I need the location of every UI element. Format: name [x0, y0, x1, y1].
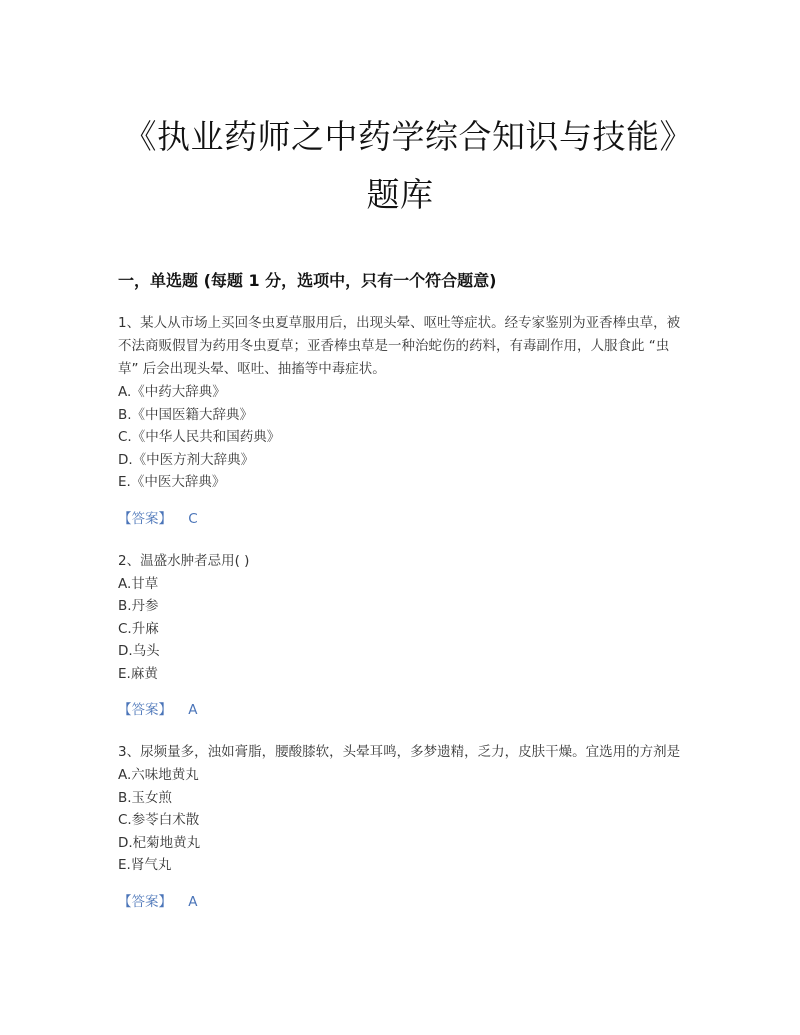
question-stem: 3、尿频量多，浊如膏脂，腰酸膝软，头晕耳鸣，多梦遗精，乏力，皮肤干燥。宜选用的方剂是 — [118, 744, 681, 760]
question-3 — [118, 741, 682, 913]
option-c: C.参苓白术散 — [118, 812, 200, 828]
option-a: A.六味地黄丸 — [118, 767, 199, 783]
answer-label: 【答案】 — [118, 702, 172, 718]
answer-line — [118, 508, 682, 530]
option-list — [118, 381, 682, 494]
question-2 — [118, 550, 682, 722]
answer-value: C — [188, 510, 198, 527]
option-a: A.甘草 — [118, 575, 159, 592]
answer-label: 【答案】 — [118, 510, 172, 527]
option-c: C.《中华人民共和国药典》 — [118, 429, 281, 445]
option-d: D.《中医方剂大辞典》 — [118, 451, 255, 468]
question-stem: 2、温盛水肿者忌用( ) — [118, 552, 250, 569]
option-b: B.《中国医籍大辞典》 — [118, 406, 254, 423]
option-list — [118, 573, 682, 686]
option-b: B.玉女煎 — [118, 789, 173, 806]
option-list — [118, 764, 682, 877]
option-e: E.肾气丸 — [118, 857, 172, 873]
option-b: B.丹参 — [118, 598, 159, 614]
document-title: 《执业药师之中药学综合知识与技能》题库 — [123, 117, 677, 214]
question-1 — [118, 312, 682, 530]
option-d: D.杞菊地黄丸 — [118, 834, 201, 851]
option-e: E.《中医大辞典》 — [118, 474, 226, 490]
answer-line — [118, 891, 682, 913]
answer-label: 【答案】 — [118, 893, 172, 910]
option-c: C.升麻 — [118, 620, 159, 637]
question-stem: 1、某人从市场上买回冬虫夏草服用后，出现头晕、呕吐等症状。经专家鉴别为亚香棒虫草，被不法商贩假冒为药用冬虫夏草；亚香棒虫草是一种治蛇伤的药料，有毒副作用，人服食此 “虫草” 后会出现头晕、呕吐、抽搐等中毒症状。 — [118, 315, 681, 377]
answer-value: A — [188, 702, 198, 718]
option-a: A.《中药大辞典》 — [118, 384, 226, 400]
option-d: D.乌头 — [118, 643, 160, 659]
option-e: E.麻黄 — [118, 665, 158, 682]
answer-line — [118, 699, 682, 721]
answer-value: A — [188, 893, 198, 910]
section-title: 一，单选题 (每题 1 分，选项中，只有一个符合题意) — [118, 271, 497, 290]
